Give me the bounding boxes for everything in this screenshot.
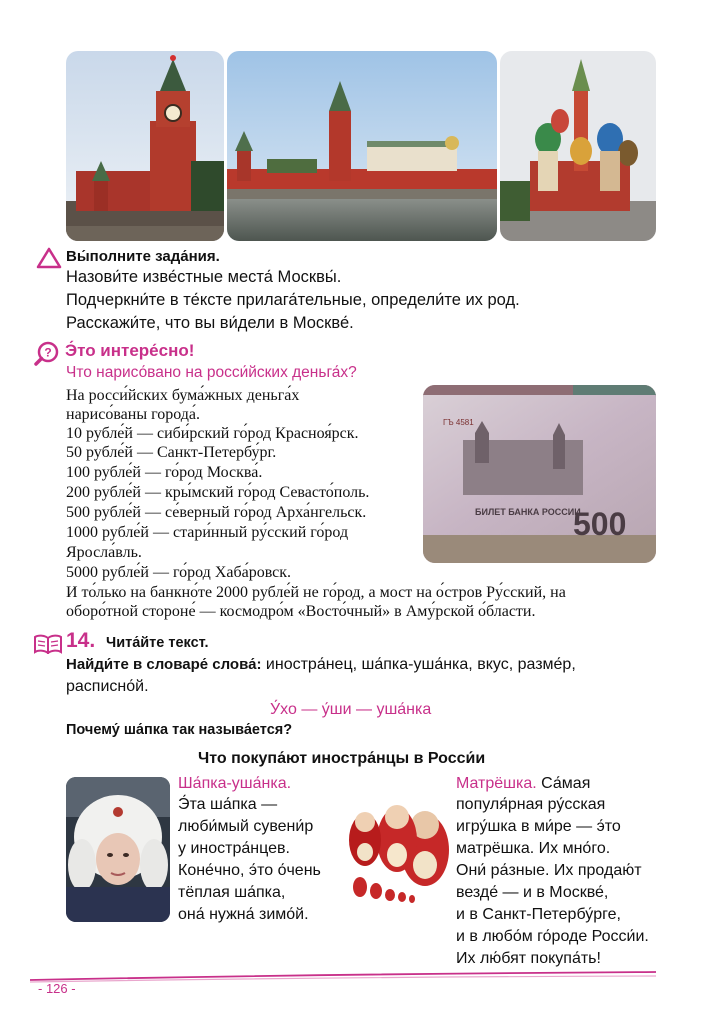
money-line-8: 1000 рубле́й — стари́нный ру́сский го́род: [66, 524, 349, 541]
money-line-4: 50 рубле́й — Санкт-Петербу́рг.: [66, 444, 277, 461]
book-icon: [33, 634, 63, 654]
dict-label: Найди́те в словаре́ слова́:: [66, 656, 262, 673]
ushanka-line-6: она́ нужна́ зимо́й.: [178, 906, 309, 923]
ushanka-line-2: люби́мый сувени́р: [178, 818, 314, 835]
money-line-10: 5000 рубле́й — го́род Хаба́ровск.: [66, 564, 292, 581]
article-title: Что покупа́ют иностра́нцы в Росси́и: [198, 750, 486, 767]
interesting-question: Что нарисо́вано на росси́йских деньга́х?: [66, 364, 357, 381]
ushanka-line-1: Э́та ша́пка —: [178, 796, 278, 813]
task-heading: Вы́полните зада́ния.: [66, 248, 220, 265]
money-line-12: оборо́тной стороне́ — космодро́м «Восто́чный» в Аму́рской о́бласти.: [66, 603, 536, 620]
why-question: Почему́ ша́пка так называ́ется?: [66, 722, 293, 738]
money-line-5: 100 рубле́й — го́род Москва́.: [66, 464, 263, 481]
matryoshka-line-8: и в любо́м го́роде Росси́и.: [456, 928, 649, 945]
exercise-title: Чита́йте текст.: [106, 635, 209, 651]
matryoshka-line-9: Их лю́бят покупа́ть!: [456, 950, 601, 967]
interesting-title: Э́то интере́сно!: [65, 341, 195, 360]
exercise-number: 14.: [66, 629, 96, 652]
task-line-3: Расскажи́те, что вы ви́дели в Москве́.: [66, 314, 354, 332]
ushanka-line-5: тёплая ша́пка,: [178, 884, 286, 901]
photo-kremlin-embankment: [227, 51, 497, 241]
photo-matryoshka-dolls: [340, 785, 452, 905]
ushanka-line-4: Коне́чно, э́то о́чень: [178, 862, 321, 879]
dict-words-1: иностра́нец, ша́пка-уша́нка, вкус, разме́р,: [261, 656, 576, 673]
task-line-2: Подчеркни́те в те́ксте прилага́тельные, определи́те их род.: [66, 291, 520, 309]
money-line-9: Яросла́вль.: [66, 544, 142, 561]
matryoshka-title: Матрёшка.: [456, 775, 537, 792]
dict-words-2: расписно́й.: [66, 678, 149, 695]
matryoshka-line1-rest: Са́мая: [536, 775, 591, 792]
money-line-11: И то́лько на банкно́те 2000 рубле́й не го́род, а мост на о́стров Ру́сский, на: [66, 584, 566, 601]
task-triangle-icon: [36, 247, 62, 269]
footer-rule: [30, 970, 656, 984]
question-magnifier-icon: [33, 340, 61, 368]
matryoshka-line-7: и в Санкт-Петербу́рге,: [456, 906, 621, 923]
matryoshka-line-1: [456, 775, 590, 793]
money-line-2: нарисо́ваны города́.: [66, 406, 201, 423]
ushanka-line-3: у иностра́нцев.: [178, 840, 290, 857]
svg-text:?: ?: [44, 345, 52, 360]
matryoshka-line-2: популя́рная ру́сская: [456, 796, 606, 813]
ushanka-title: Ша́пка-уша́нка.: [178, 775, 292, 792]
matryoshka-line-5: Они́ ра́зные. Их продаю́т: [456, 862, 642, 879]
banknote-label: БИЛЕТ БАНКА РОССИИ: [475, 507, 581, 517]
matryoshka-line-6: везде́ — и в Москве́,: [456, 884, 609, 901]
money-line-6: 200 рубле́й — кры́мский го́род Севасто́поль.: [66, 484, 370, 501]
matryoshka-line-4: матрёшка. Их мно́го.: [456, 840, 611, 857]
dict-line: [66, 656, 576, 674]
matryoshka-line-3: игру́шка в ми́ре — э́то: [456, 818, 621, 835]
banknote-serial: ГЪ 4581: [443, 418, 474, 427]
photo-spasskaya-tower: [66, 51, 224, 241]
money-line-7: 500 рубле́й — се́верный го́род Арха́нгельск.: [66, 504, 367, 521]
photo-ushanka-woman: [66, 777, 170, 922]
page-number: - 126 -: [38, 981, 76, 996]
photo-500-ruble-banknote: [423, 385, 656, 563]
task-line-1: Назови́те изве́стные места́ Москвы́.: [66, 268, 342, 286]
photo-st-basils-cathedral: [500, 51, 656, 241]
money-line-3: 10 рубле́й — сиби́рский го́род Красноя́рск.: [66, 425, 359, 442]
etymology: У́хо — у́ши — уша́нка: [270, 701, 432, 718]
banknote-value: 500: [573, 506, 627, 542]
money-line-1: На росси́йских бума́жных деньга́х: [66, 387, 300, 404]
